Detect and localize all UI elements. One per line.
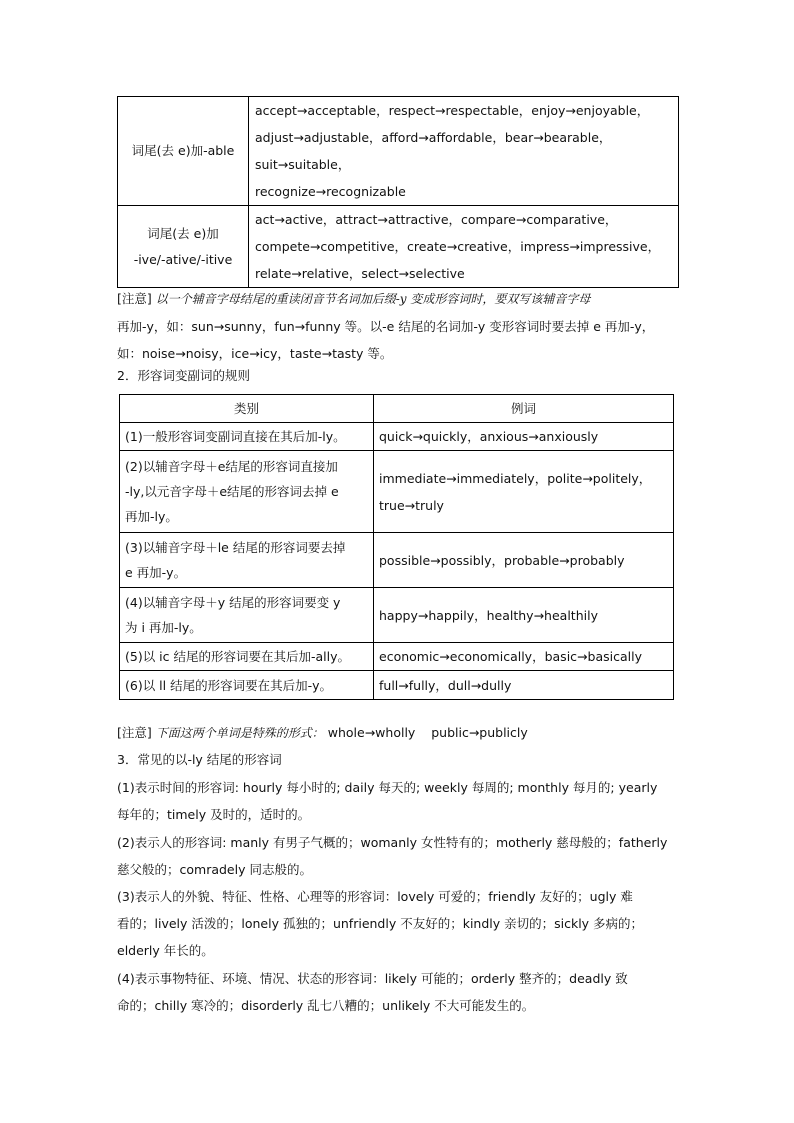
- paragraph: (1)表示时间的形容词: hourly 每小时的; daily 每天的; weekly 每周的; monthly 每月的; yearly 每年的；timely 及时的，适时的。: [117, 780, 658, 822]
- table-row: (2)以辅音字母＋e结尾的形容词直接加 -ly,以元音字母＋e结尾的形容词去掉 e 再加-ly。 immediate→immediately，polite→politely， true→truly: [120, 451, 674, 533]
- table-row: [118, 206, 679, 288]
- table-row: (5)以 ic 结尾的形容词要在其后加-ally。 economic→economically，basic→basically: [120, 643, 674, 671]
- note-tag: [注意]: [117, 291, 152, 306]
- column-header: 类别: [120, 395, 374, 423]
- paragraph: (2)表示人的形容词: manly 有男子气概的；womanly 女性特有的；motherly 慈母般的；fatherly 慈父般的；comradely 同志般的。: [117, 835, 668, 877]
- suffix-examples: accept→acceptable，respect→respectable，enjoy→enjoyable， adjust→adjustable，afford→affordable，bear→bearable，suit→suitable， recognize→recognizable: [249, 97, 679, 206]
- table-row: (4)以辅音字母＋y 结尾的形容词要变 y 为 i 再加-ly。 happy→happily，healthy→healthily: [120, 588, 674, 643]
- suffix-examples: act→active，attract→attractive，compare→comparative， compete→competitive，create→creative，impress→impressive， relate→relative，select→selective: [249, 206, 679, 288]
- section-heading: 3．常见的以-ly 结尾的形容词: [117, 752, 282, 767]
- table-row: (1)一般形容词变副词直接在其后加-ly。 quick→quickly，anxious→anxiously: [120, 423, 674, 451]
- note-block: [注意] 以一个辅音字母结尾的重读闭音节名词加后缀-y 变成形容词时，要双写该辅音字母 再加-y，如：sun→sunny，fun→funny 等。以-e 结尾的名词加-y 变形容词时要去掉 e 再加-y， 如：noise→noisy，ice→icy，taste→tasty 等。: [117, 291, 655, 361]
- table-row: (6)以 ll 结尾的形容词要在其后加-y。 full→fully，dull→dully: [120, 671, 674, 700]
- adverb-rules-table: [119, 394, 674, 700]
- note-block: [注意] 下面这两个单词是特殊的形式： whole→wholly public→publicly: [117, 725, 528, 740]
- paragraph: (4)表示事物特征、环境、情况、状态的形容词：likely 可能的；orderly 整齐的；deadly 致 命的；chilly 寒冷的；disorderly 乱七八糟的；unlikely 不大可能发生的。: [117, 971, 628, 1013]
- suffix-label: 词尾(去 e)加 -ive/-ative/-itive: [118, 206, 249, 288]
- suffix-label: 词尾(去 e)加-able: [118, 97, 249, 206]
- note-tag: [注意]: [117, 725, 152, 740]
- column-header: 例词: [374, 395, 674, 423]
- table-row: (3)以辅音字母＋le 结尾的形容词要去掉 e 再加-y。 possible→possibly，probable→probably: [120, 533, 674, 588]
- table-row: [118, 97, 679, 206]
- suffix-table: [117, 96, 679, 288]
- paragraph: (3)表示人的外貌、特征、性格、心理等的形容词：lovely 可爱的；friendly 友好的；ugly 难 看的；lively 活泼的；lonely 孤独的；unfriendly 不友好的；kindly 亲切的；sickly 多病的； elderly 年长的。: [117, 889, 644, 958]
- section-heading: 2．形容词变副词的规则: [117, 368, 250, 383]
- table-header-row: [120, 395, 674, 423]
